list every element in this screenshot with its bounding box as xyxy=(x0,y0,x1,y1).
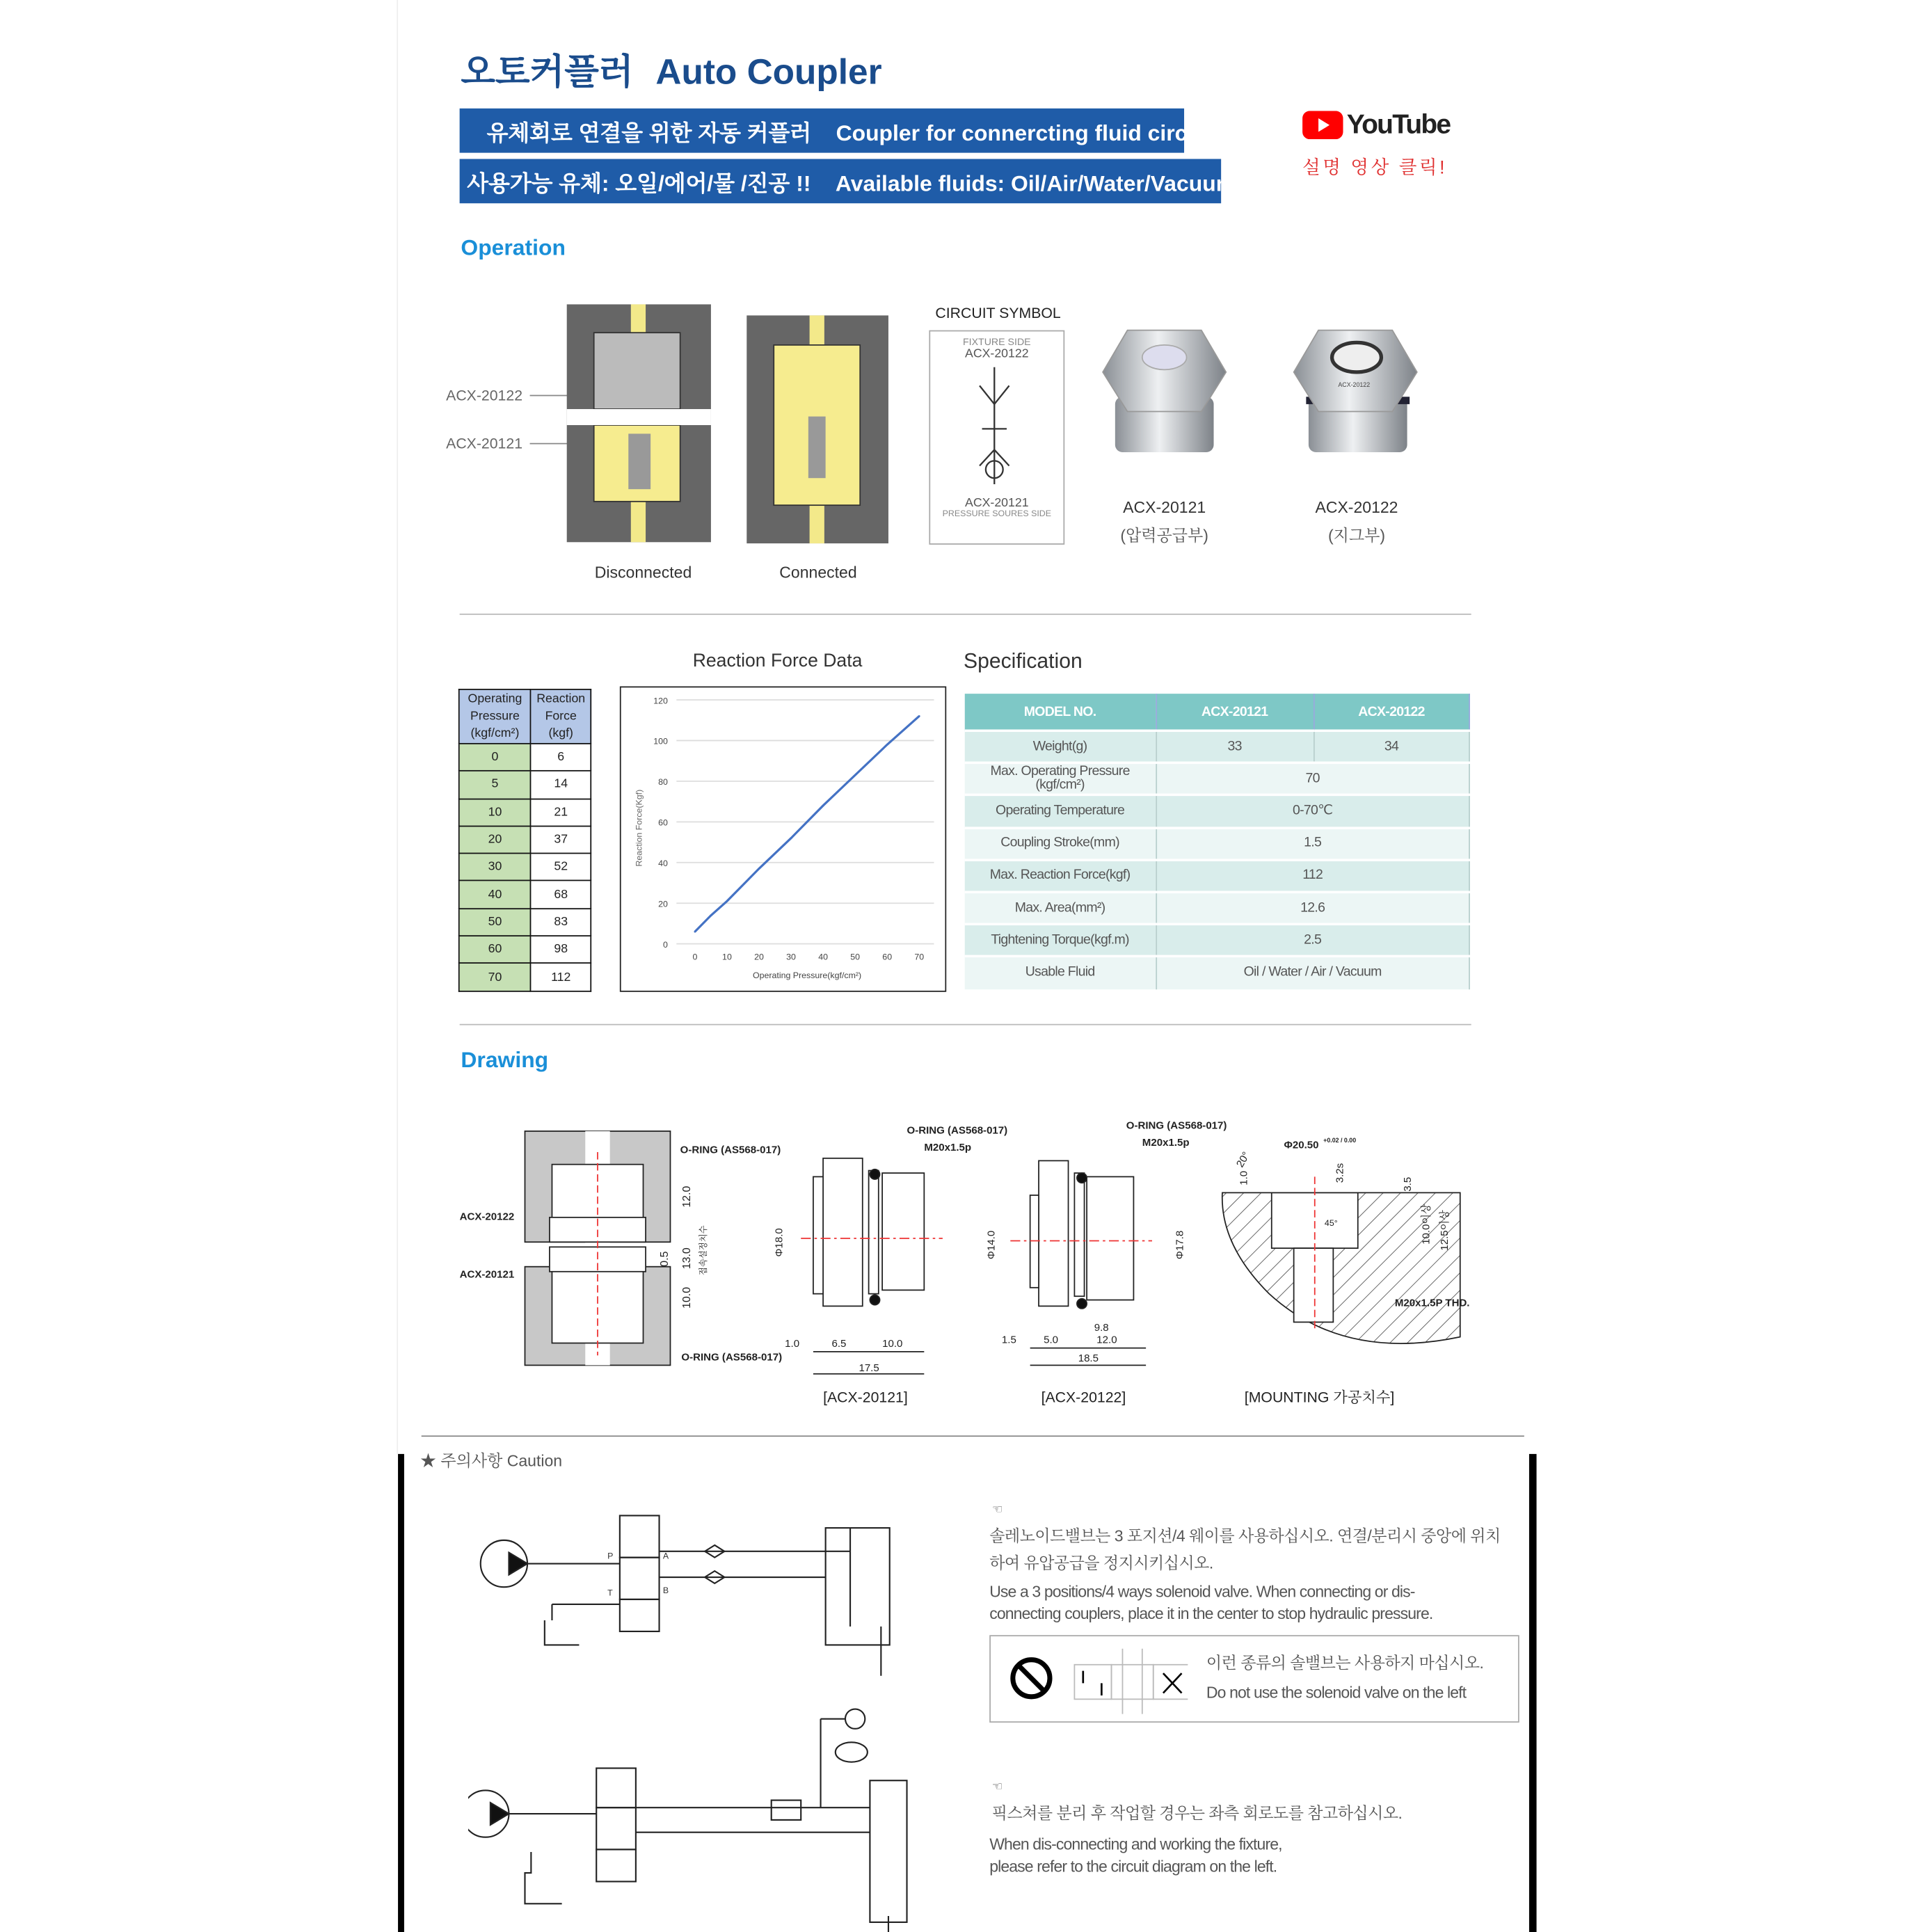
svg-text:10.0이상: 10.0이상 xyxy=(1420,1204,1432,1245)
bar-en: Coupler for connercting fluid circuit xyxy=(836,120,1215,145)
table-row xyxy=(459,826,591,853)
spec-value: 0-70℃ xyxy=(1156,795,1469,827)
spec-label: Max. Area(mm²) xyxy=(965,892,1156,924)
circuit-2 xyxy=(468,1709,907,1932)
svg-text:T: T xyxy=(607,1588,613,1598)
y-tick-label: 60 xyxy=(658,817,668,828)
divider xyxy=(422,1435,1524,1437)
hand-pointer-icon: ☜ xyxy=(991,1503,1003,1517)
table-row xyxy=(459,854,591,881)
svg-text:Φ18.0: Φ18.0 xyxy=(773,1228,785,1257)
spec-value: 112 xyxy=(1156,860,1469,892)
x-tick-label: 20 xyxy=(754,952,764,962)
bar-ko: 사용가능 유체: 오일/에어/물 /진공 !! xyxy=(467,171,811,196)
spec-heading: Specification xyxy=(964,649,1083,673)
x-tick-label: 0 xyxy=(692,952,698,962)
x-tick-label: 50 xyxy=(850,952,861,962)
pressure-cell: 70 xyxy=(459,964,531,991)
spec-label: Max. Reaction Force(kgf) xyxy=(965,860,1156,892)
product-engraving: ACX-20122 xyxy=(1338,381,1371,389)
svg-text:M20x1.5p: M20x1.5p xyxy=(924,1142,972,1154)
product-desc: (압력공급부) xyxy=(1120,526,1208,545)
table-row xyxy=(459,744,591,771)
pressure-cell: 30 xyxy=(459,854,531,881)
reaction-force-chart xyxy=(620,687,946,992)
data-point xyxy=(710,914,712,916)
svg-text:12.0: 12.0 xyxy=(680,1185,693,1208)
circuit-1 xyxy=(481,1515,890,1675)
data-point xyxy=(694,931,696,933)
circuit-top-model: ACX-20122 xyxy=(965,347,1029,361)
spec-value: 1.5 xyxy=(1156,827,1469,859)
reaction-force-cell: 14 xyxy=(531,771,591,798)
x-axis-label: Operating Pressure(kgf/cm²) xyxy=(753,971,862,981)
reaction-force-cell: 68 xyxy=(531,881,591,908)
x-tick-label: 10 xyxy=(722,952,732,962)
note2-english: When dis-connecting and working the fixture, please refer to the circuit diagram on the left. xyxy=(989,1835,1282,1876)
spec-row xyxy=(965,731,1469,763)
pressure-cell: 40 xyxy=(459,881,531,908)
pressure-cell: 10 xyxy=(459,799,531,826)
x-tick-label: 60 xyxy=(882,952,893,962)
spec-row xyxy=(965,763,1469,795)
prohibited-valve-symbol xyxy=(1071,1646,1188,1718)
spec-label: Tightening Torque(kgf.m) xyxy=(965,925,1156,957)
svg-text:0.5: 0.5 xyxy=(658,1251,671,1267)
reaction-force-cell: 52 xyxy=(531,854,591,881)
mounting-drawing xyxy=(1222,1176,1460,1343)
svg-text:1.0: 1.0 xyxy=(785,1337,800,1350)
col-header: ACX-20121 xyxy=(1156,694,1314,731)
spec-label: Coupling Stroke(mm) xyxy=(965,827,1156,859)
svg-text:3.5: 3.5 xyxy=(1401,1176,1414,1192)
spec-label: Operating Temperature xyxy=(965,795,1156,827)
svg-text:6.5: 6.5 xyxy=(831,1337,847,1350)
title-english: Auto Coupler xyxy=(655,53,882,93)
subtitle-bar xyxy=(460,109,1215,153)
pressure-cell: 5 xyxy=(459,771,531,798)
svg-text:3.2s: 3.2s xyxy=(1334,1163,1346,1183)
caption-connected: Connected xyxy=(779,563,857,582)
right-frame-bar xyxy=(1529,1454,1537,1932)
spec-value: 12.6 xyxy=(1156,892,1469,924)
chart-svg xyxy=(621,687,944,989)
fluids-bar xyxy=(460,159,1257,203)
spec-value: 33 xyxy=(1156,731,1314,763)
reaction-force-cell: 112 xyxy=(531,964,591,991)
pressure-cell: 50 xyxy=(459,909,531,936)
youtube-link[interactable] xyxy=(1302,109,1450,141)
coupler-section-illustrations xyxy=(518,296,912,554)
reaction-force-cell: 37 xyxy=(531,826,591,853)
data-point xyxy=(758,868,760,870)
acx-20122-drawing xyxy=(1010,1160,1152,1309)
y-tick-label: 40 xyxy=(658,859,668,869)
svg-text:M20x1.5P THD.: M20x1.5P THD. xyxy=(1394,1297,1470,1309)
pressure-cell: 60 xyxy=(459,936,531,963)
svg-text:O-RING (AS568-017): O-RING (AS568-017) xyxy=(907,1124,1008,1137)
assembly-label-bottom: ACX-20121 xyxy=(459,1268,515,1281)
operation-heading: Operation xyxy=(461,235,566,260)
product-model: ACX-20121 xyxy=(1123,497,1206,517)
y-tick-label: 20 xyxy=(658,899,668,909)
data-point xyxy=(918,715,920,717)
svg-text:+0.02 / 0.00: +0.02 / 0.00 xyxy=(1323,1136,1357,1144)
caption-acx-20122: [ACX-20122] xyxy=(1041,1389,1126,1406)
table-row xyxy=(459,936,591,963)
oring-label: O-RING (AS568-017) xyxy=(681,1351,783,1364)
reaction-force-table xyxy=(458,689,591,991)
svg-text:1.0: 1.0 xyxy=(1238,1170,1250,1185)
hand-pointer-icon: ☜ xyxy=(991,1780,1003,1794)
col-header: Reaction Force (kgf) xyxy=(531,689,591,744)
svg-text:20°: 20° xyxy=(1234,1149,1253,1170)
svg-text:O-RING (AS568-017): O-RING (AS568-017) xyxy=(1126,1119,1227,1132)
product-acx-20121-label xyxy=(1096,498,1232,546)
table-row xyxy=(459,964,591,991)
youtube-label: YouTube xyxy=(1346,108,1451,140)
svg-text:12.0: 12.0 xyxy=(1096,1334,1117,1346)
disconnected-illustration xyxy=(567,304,711,542)
connected-illustration xyxy=(747,315,888,543)
caution-heading: ★ 주의사항 Caution xyxy=(420,1451,563,1470)
y-tick-label: 100 xyxy=(653,736,668,747)
page-title xyxy=(461,45,881,95)
note1-english: Use a 3 positions/4 ways solenoid valve. When connecting or dis-connecting couplers, place it in the center to stop hydraulic pressure. xyxy=(989,1582,1433,1623)
svg-text:10.0: 10.0 xyxy=(882,1337,903,1350)
warning-box xyxy=(989,1635,1519,1723)
svg-text:5.0: 5.0 xyxy=(1044,1334,1059,1346)
svg-text:1.5: 1.5 xyxy=(1001,1334,1016,1346)
reaction-force-cell: 21 xyxy=(531,799,591,826)
svg-text:18.5: 18.5 xyxy=(1078,1352,1099,1365)
spec-value: 70 xyxy=(1156,763,1469,795)
oring-label: O-RING (AS568-017) xyxy=(680,1144,781,1156)
svg-text:A: A xyxy=(662,1551,669,1561)
reaction-force-cell: 83 xyxy=(531,909,591,936)
svg-text:45°: 45° xyxy=(1324,1218,1338,1229)
col-header: MODEL NO. xyxy=(965,694,1156,731)
data-line xyxy=(695,716,919,932)
spec-row xyxy=(965,892,1469,924)
pressure-side-label: PRESSURE SOURES SIDE xyxy=(942,510,1052,519)
spec-label: Usable Fluid xyxy=(965,957,1156,989)
data-point xyxy=(886,744,888,746)
svg-text:B: B xyxy=(662,1586,669,1596)
label-acx-20121: ACX-20121 xyxy=(446,435,523,452)
caption-acx-20121: [ACX-20121] xyxy=(823,1389,908,1406)
y-tick-label: 80 xyxy=(658,777,668,788)
bar-en: Available fluids: Oil/Air/Water/Vacuum !! xyxy=(835,171,1257,196)
spec-label: Max. Operating Pressure (kgf/cm²) xyxy=(965,763,1156,795)
svg-text:13.0: 13.0 xyxy=(680,1247,693,1270)
spec-row xyxy=(965,860,1469,892)
circuit-bottom-model: ACX-20121 xyxy=(965,496,1029,511)
pressure-cell: 0 xyxy=(459,744,531,771)
youtube-icon xyxy=(1302,111,1343,139)
spec-row xyxy=(965,925,1469,957)
chart-title: Reaction Force Data xyxy=(692,650,863,672)
table-row xyxy=(459,909,591,936)
drawing-heading: Drawing xyxy=(461,1047,549,1072)
technical-drawings xyxy=(456,1109,1478,1417)
caption-disconnected: Disconnected xyxy=(594,563,692,582)
warning-korean: 이런 종류의 솔밸브는 사용하지 마십시오. xyxy=(1206,1653,1484,1672)
y-tick-label: 0 xyxy=(663,939,668,950)
table-row xyxy=(459,881,591,908)
note1-korean: 솔레노이드밸브는 3 포지션/4 웨이를 사용하십시오. 연결/분리시 중앙에 위치하여 유압공급을 정지시키십시오. xyxy=(989,1526,1501,1572)
spec-value: 2.5 xyxy=(1156,925,1469,957)
svg-text:P: P xyxy=(607,1551,614,1561)
reaction-force-cell: 98 xyxy=(531,936,591,963)
acx-20121-drawing xyxy=(801,1158,943,1307)
warning-english: Do not use the solenoid valve on the left xyxy=(1206,1683,1467,1702)
table-row xyxy=(459,771,591,798)
left-border xyxy=(397,0,398,1454)
svg-text:9.8: 9.8 xyxy=(1094,1321,1109,1334)
spec-row xyxy=(965,827,1469,859)
video-click-link[interactable]: 설명 영상 클릭! xyxy=(1302,157,1448,179)
product-desc: (지그부) xyxy=(1327,526,1386,545)
x-tick-label: 40 xyxy=(818,952,828,962)
circuit-symbol-box xyxy=(929,330,1064,545)
table-row xyxy=(459,799,591,826)
product-model: ACX-20122 xyxy=(1315,497,1398,517)
product-acx-20122-photo xyxy=(1294,330,1417,452)
circuit-symbol-title: CIRCUIT SYMBOL xyxy=(935,304,1061,322)
col-header: Operating Pressure (kgf/cm²) xyxy=(459,689,531,744)
divider xyxy=(460,1024,1471,1025)
data-point xyxy=(726,900,728,902)
svg-text:Φ20.50: Φ20.50 xyxy=(1284,1139,1319,1151)
assembly-drawing xyxy=(525,1131,670,1366)
svg-text:접속설정치수: 접속설정치수 xyxy=(698,1225,708,1276)
data-point xyxy=(854,774,856,776)
svg-text:17.5: 17.5 xyxy=(859,1362,879,1375)
divider xyxy=(460,614,1471,615)
svg-text:12.5이상: 12.5이상 xyxy=(1439,1210,1451,1251)
coupler-symbol-icon xyxy=(930,361,1062,497)
product-photos xyxy=(1096,323,1442,468)
spec-row xyxy=(965,795,1469,827)
data-point xyxy=(822,805,824,807)
label-acx-20122: ACX-20122 xyxy=(446,387,523,404)
pressure-cell: 20 xyxy=(459,826,531,853)
product-acx-20122-label xyxy=(1289,498,1425,546)
spec-value: 34 xyxy=(1314,731,1469,763)
hydraulic-circuit-diagrams xyxy=(468,1503,924,1932)
prohibited-icon xyxy=(1009,1656,1059,1705)
spec-row xyxy=(965,957,1469,989)
product-acx-20121-photo xyxy=(1103,330,1226,452)
spec-label: Weight(g) xyxy=(965,731,1156,763)
y-axis-label: Reaction Force(Kgf) xyxy=(634,789,644,867)
reaction-force-cell: 6 xyxy=(531,744,591,771)
svg-text:10.0: 10.0 xyxy=(680,1286,693,1309)
svg-text:Φ14.0: Φ14.0 xyxy=(985,1230,998,1260)
title-korean: 오토커플러 xyxy=(461,53,634,93)
specification-table xyxy=(965,694,1470,989)
x-tick-label: 70 xyxy=(914,952,925,962)
assembly-label-top: ACX-20122 xyxy=(459,1211,515,1223)
left-frame-bar xyxy=(398,1454,404,1932)
note2-korean: 픽스쳐를 분리 후 작업할 경우는 좌측 회로도를 참고하십시오. xyxy=(991,1803,1403,1823)
svg-text:Φ17.8: Φ17.8 xyxy=(1174,1230,1186,1260)
spec-value: Oil / Water / Air / Vacuum xyxy=(1156,957,1469,989)
x-tick-label: 30 xyxy=(786,952,796,962)
y-tick-label: 120 xyxy=(653,696,668,706)
caption-mounting: [MOUNTING 가공치수] xyxy=(1244,1389,1395,1406)
fixture-side-label: FIXTURE SIDE xyxy=(963,336,1031,348)
bar-ko: 유체회로 연결을 위한 자동 커플러 xyxy=(486,120,812,145)
col-header: ACX-20122 xyxy=(1314,694,1469,731)
svg-text:M20x1.5p: M20x1.5p xyxy=(1142,1137,1190,1149)
data-point xyxy=(790,837,792,839)
